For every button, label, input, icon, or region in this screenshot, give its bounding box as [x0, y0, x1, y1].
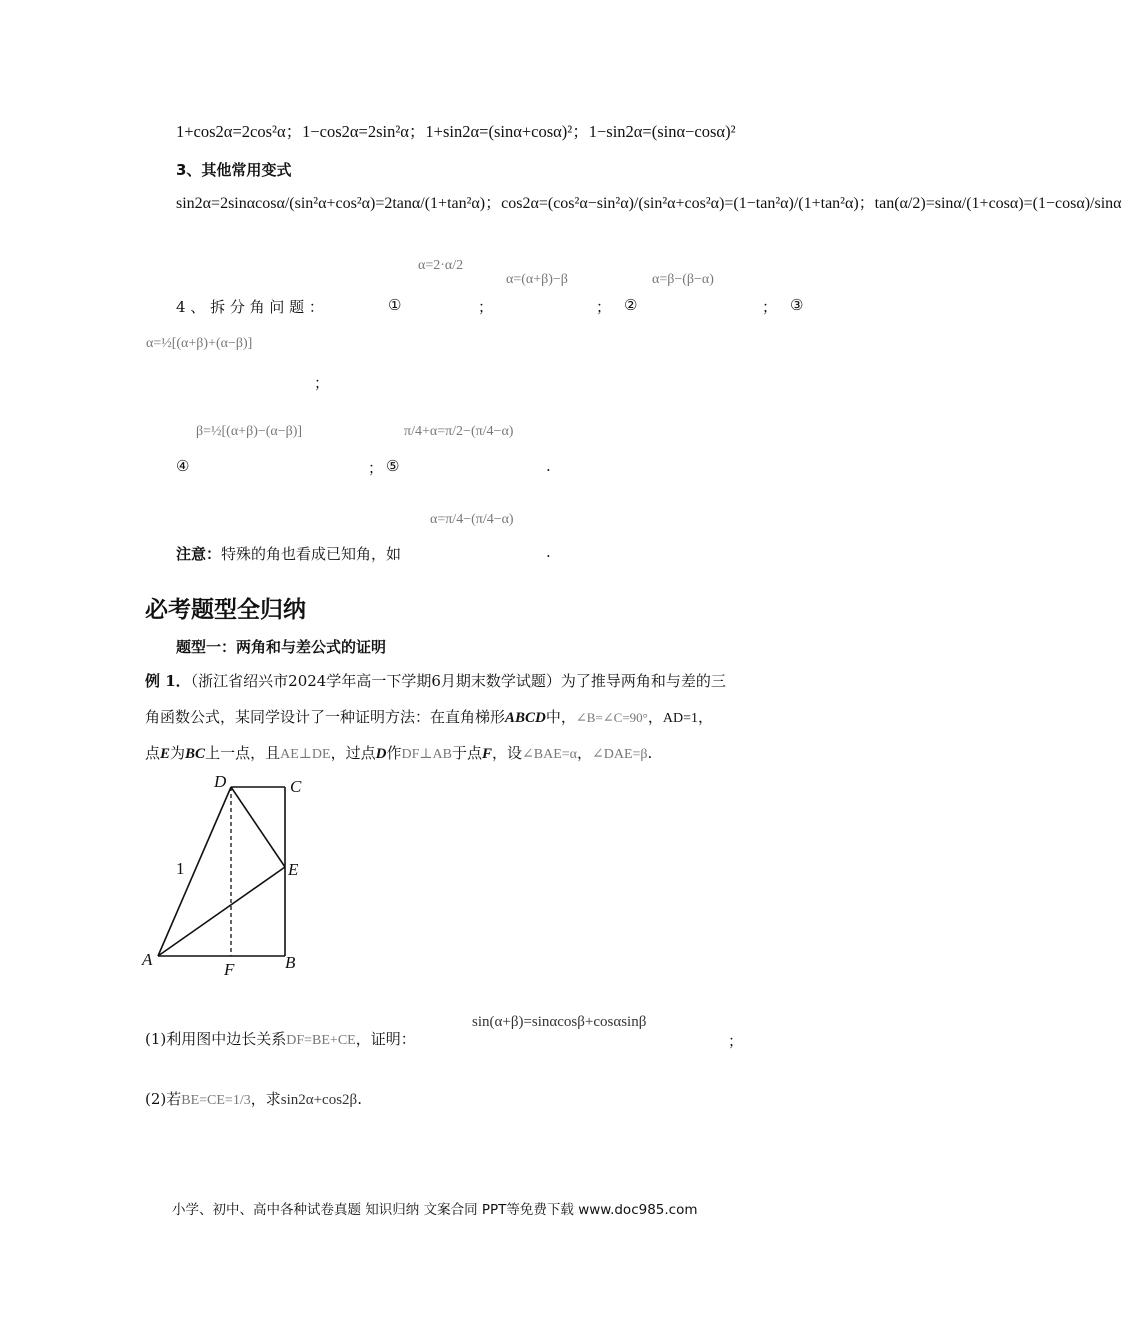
split-eq-4: α=½[(α+β)+(α−β)] [146, 336, 253, 351]
trapezoid-figure [140, 770, 320, 980]
split-eq-7: α=π/4−(π/4−α) [430, 512, 514, 527]
angle-bae: ∠BAE=α [522, 747, 577, 762]
q2-formula: sin2α+cos2β [280, 1092, 358, 1108]
label-f: F [224, 960, 235, 979]
semicolon-4: ； [314, 374, 330, 392]
split-eq-1: α=2·α/2 [418, 258, 464, 273]
circle-5: ⑤ [386, 457, 400, 475]
segment-de [231, 787, 285, 867]
perp-condition-1: AE⊥DE [280, 747, 331, 762]
identity-line [176, 118, 736, 142]
note-label: 注意： [176, 545, 222, 563]
section-4-label: 4 、 拆 分 角 问 题 ： [176, 298, 324, 316]
split-eq-6: π/4+α=π/2−(π/4−α) [404, 424, 514, 439]
angle-condition: ∠B=∠C=90° [575, 710, 648, 725]
example-source: （浙江省绍兴市2024学年高一下学期6月期末数学试题）为了推导两角和与差的三 [190, 672, 726, 690]
example-line-1 [145, 670, 726, 691]
question-2: (2)若BE=CE=1/3，求sin2α+cos2β. [145, 1090, 362, 1108]
q1-formula: sin(α+β)=sinαcosβ+cosαsinβ [472, 1014, 647, 1030]
semicolon-2: ； [596, 298, 612, 316]
q1-relation: DF=BE+CE [286, 1033, 356, 1048]
period-1: . [546, 457, 551, 475]
split-eq-3: α=β−(β−α) [652, 272, 714, 287]
note-line [176, 543, 401, 564]
split-eq-5: β=½[(α+β)−(α−β)] [196, 424, 303, 439]
semicolon-3: ； [762, 298, 778, 316]
circle-3: ③ [790, 296, 804, 314]
circle-2: ② [624, 296, 638, 314]
label-b: B [285, 953, 296, 972]
variant-formula-text: sin2α=2sinαcosα/(sin²α+cos²α)=2tanα/(1+tan²α)；cos2α=(cos²α−sin²α)/(sin²α+cos²α)=(1−tan²α)/(1+tan²α)；tan(α/2)=sinα/(1+cosα)=(1−cosα)/sinα [176, 195, 1122, 212]
note-text: 特殊的角也看成已知角，如 [221, 545, 402, 563]
note-end: . [546, 543, 551, 561]
ad-condition: AD=1 [662, 711, 699, 726]
circle-4: ④ [176, 457, 190, 475]
section-heading: 必考题型全归纳 [145, 597, 306, 623]
q2-relation: BE=CE=1/3 [181, 1093, 251, 1108]
label-length-1: 1 [176, 859, 185, 878]
circle-1: ① [388, 296, 402, 314]
semicolon-5: ； [368, 459, 384, 477]
label-a: A [142, 950, 153, 969]
example-label: 例 1． [145, 672, 191, 690]
label-d: D [214, 772, 227, 791]
identity-text: 1+cos2α=2cos²α；1−cos2α=2sin²α；1+sin2α=(sinα+cosα)²；1−sin2α=(sinα−cosα)² [176, 122, 736, 141]
example-line-2: 角函数公式，某同学设计了一种证明方法：在直角梯形ABCD中，∠B=∠C=90°，AD=1， [145, 708, 714, 726]
variant-formulas [176, 190, 1122, 213]
label-e: E [288, 860, 299, 879]
semicolon-1: ； [478, 298, 494, 316]
angle-dae: ∠DAE=β [592, 747, 648, 762]
example-line-3: 点E为BC上一点，且AE⊥DE，过点D作DF⊥AB于点F，设∠BAE=α，∠DAE=β. [145, 744, 653, 762]
footer-text: 小学、初中、高中各种试卷真题 知识归纳 文案合同 PPT等免费下载 www.doc985.com [172, 1202, 698, 1218]
q1-end: ； [728, 1032, 744, 1050]
split-eq-2: α=(α+β)−β [506, 272, 568, 287]
question-1: (1)利用图中边长关系DF=BE+CE，证明： [145, 1030, 416, 1048]
label-c: C [290, 777, 302, 796]
type-1-title: 题型一：两角和与差公式的证明 [176, 638, 387, 656]
perp-condition-2: DF⊥AB [401, 747, 452, 762]
section-3-title: 3、其他常用变式 [176, 161, 292, 179]
